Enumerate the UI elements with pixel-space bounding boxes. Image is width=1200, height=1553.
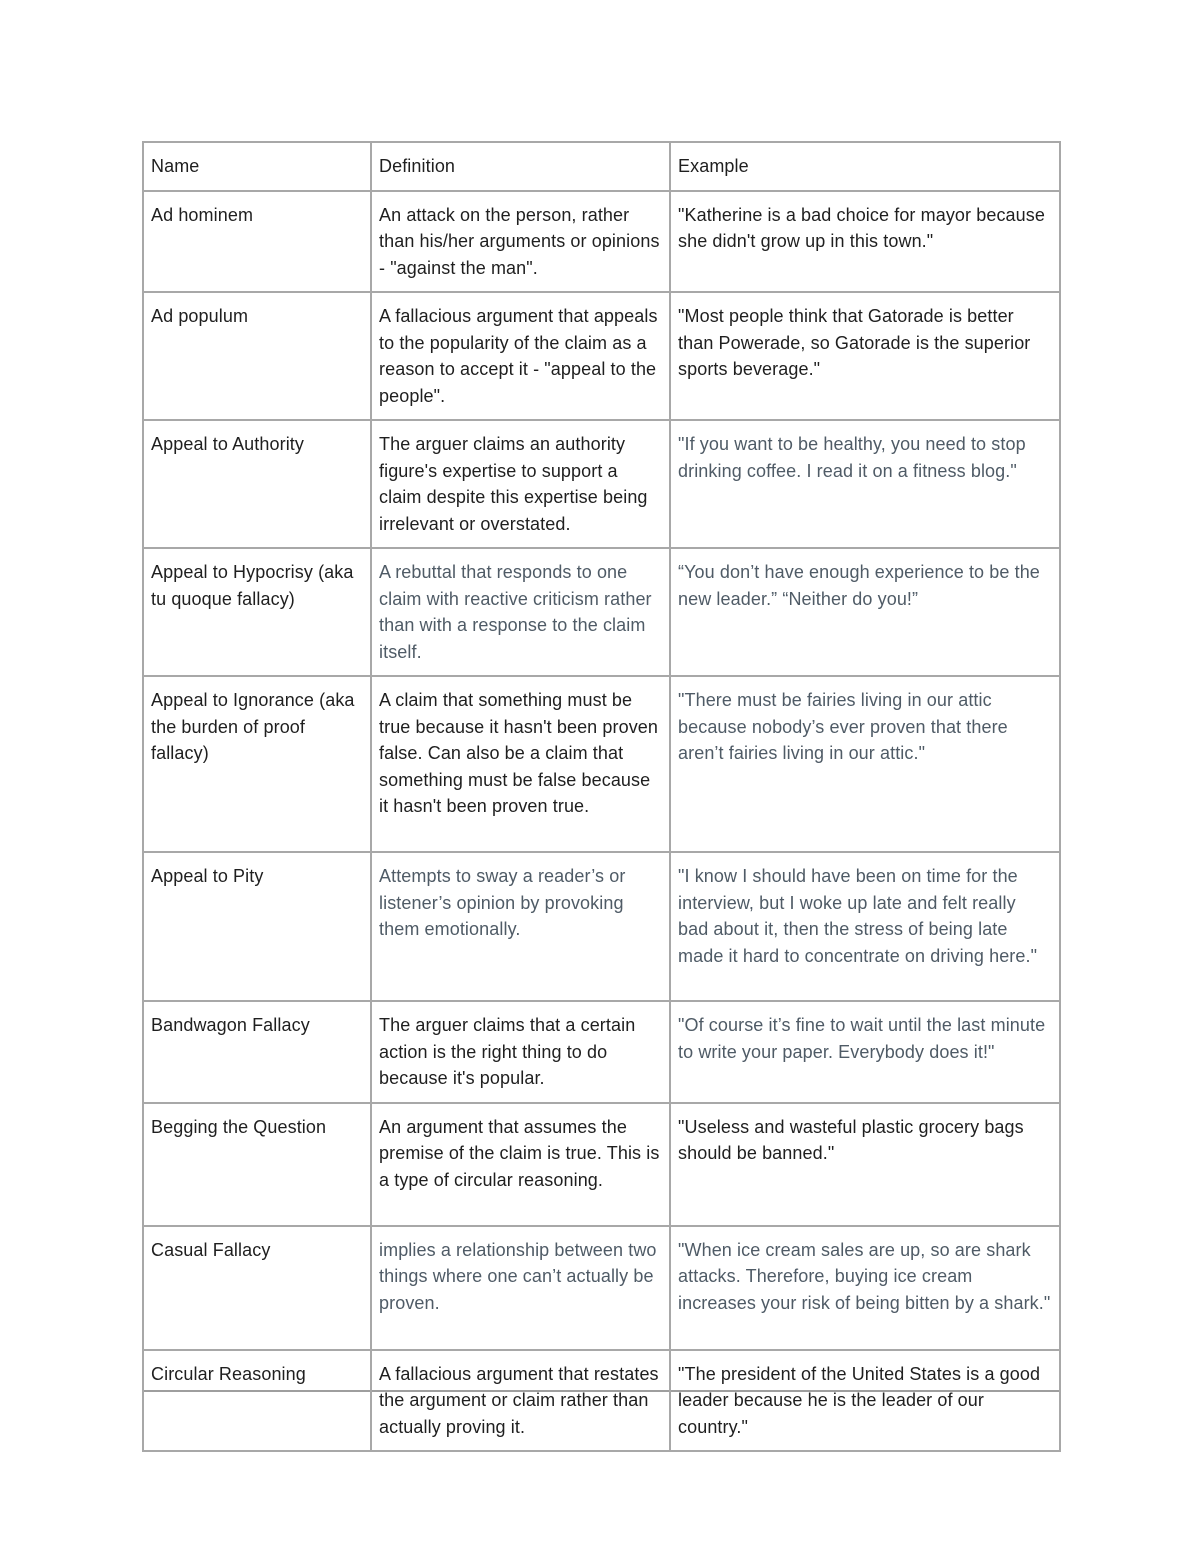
- row-name: Appeal to Hypocrisy (aka tu quoque fallacy): [143, 548, 371, 676]
- row-example: "When ice cream sales are up, so are shark attacks. Therefore, buying ice cream increases your risk of being bitten by a shark.": [670, 1226, 1060, 1350]
- row-example: "The president of the United States is a good leader because he is the leader of our country.": [670, 1350, 1060, 1452]
- row-name: Bandwagon Fallacy: [143, 1001, 371, 1103]
- table-row: [143, 1001, 1060, 1103]
- table-row: [143, 548, 1060, 676]
- row-definition: A rebuttal that responds to one claim with reactive criticism rather than with a response to the claim itself.: [371, 548, 670, 676]
- row-definition: implies a relationship between two things where one can’t actually be proven.: [371, 1226, 670, 1350]
- row-definition: The arguer claims that a certain action is the right thing to do because it's popular.: [371, 1001, 670, 1103]
- row-name: Begging the Question: [143, 1103, 371, 1226]
- row-definition: The arguer claims an authority figure's expertise to support a claim despite this expertise being irrelevant or overstated.: [371, 420, 670, 548]
- table-row: [143, 292, 1060, 420]
- row-name: Ad populum: [143, 292, 371, 420]
- row-definition: A claim that something must be true because it hasn't been proven false. Can also be a claim that something must be false because it hasn't been proven true.: [371, 676, 670, 852]
- table-row: [143, 1226, 1060, 1350]
- row-definition: An argument that assumes the premise of the claim is true. This is a type of circular reasoning.: [371, 1103, 670, 1226]
- fallacy-table: [142, 141, 1061, 1452]
- table-row: [143, 852, 1060, 1001]
- row-example: "Katherine is a bad choice for mayor because she didn't grow up in this town.": [670, 191, 1060, 293]
- row-name: Casual Fallacy: [143, 1226, 371, 1350]
- row-definition: A fallacious argument that restates the argument or claim rather than actually proving it.: [371, 1350, 670, 1452]
- row-name: Appeal to Authority: [143, 420, 371, 548]
- table-row: [143, 1350, 1060, 1452]
- row-example: "Of course it’s fine to wait until the last minute to write your paper. Everybody does it!": [670, 1001, 1060, 1103]
- row-example: "I know I should have been on time for the interview, but I woke up late and felt really bad about it, then the stress of being late made it hard to concentrate on driving here.": [670, 852, 1060, 1001]
- table-row: [143, 191, 1060, 293]
- row-example: "Useless and wasteful plastic grocery bags should be banned.": [670, 1103, 1060, 1226]
- fallacy-table-container: [142, 141, 1059, 1437]
- row-name: Circular Reasoning: [143, 1350, 371, 1452]
- header-definition: Definition: [371, 142, 670, 191]
- row-name: Appeal to Pity: [143, 852, 371, 1001]
- row-definition: An attack on the person, rather than his/her arguments or opinions - "against the man".: [371, 191, 670, 293]
- row-name: Appeal to Ignorance (aka the burden of proof fallacy): [143, 676, 371, 852]
- row-definition: A fallacious argument that appeals to the popularity of the claim as a reason to accept it - "appeal to the people".: [371, 292, 670, 420]
- row-example: "If you want to be healthy, you need to stop drinking coffee. I read it on a fitness blog.": [670, 420, 1060, 548]
- row-definition: Attempts to sway a reader’s or listener’s opinion by provoking them emotionally.: [371, 852, 670, 1001]
- row-example: "Most people think that Gatorade is better than Powerade, so Gatorade is the superior sports beverage.": [670, 292, 1060, 420]
- table-row: [143, 676, 1060, 852]
- row-name: Ad hominem: [143, 191, 371, 293]
- table-row: [143, 1103, 1060, 1226]
- table-header-row: [143, 142, 1060, 191]
- table-row: [143, 420, 1060, 548]
- header-name: Name: [143, 142, 371, 191]
- row-example: "There must be fairies living in our attic because nobody’s ever proven that there aren’t fairies living in our attic.": [670, 676, 1060, 852]
- row-example: “You don’t have enough experience to be the new leader.” “Neither do you!”: [670, 548, 1060, 676]
- header-example: Example: [670, 142, 1060, 191]
